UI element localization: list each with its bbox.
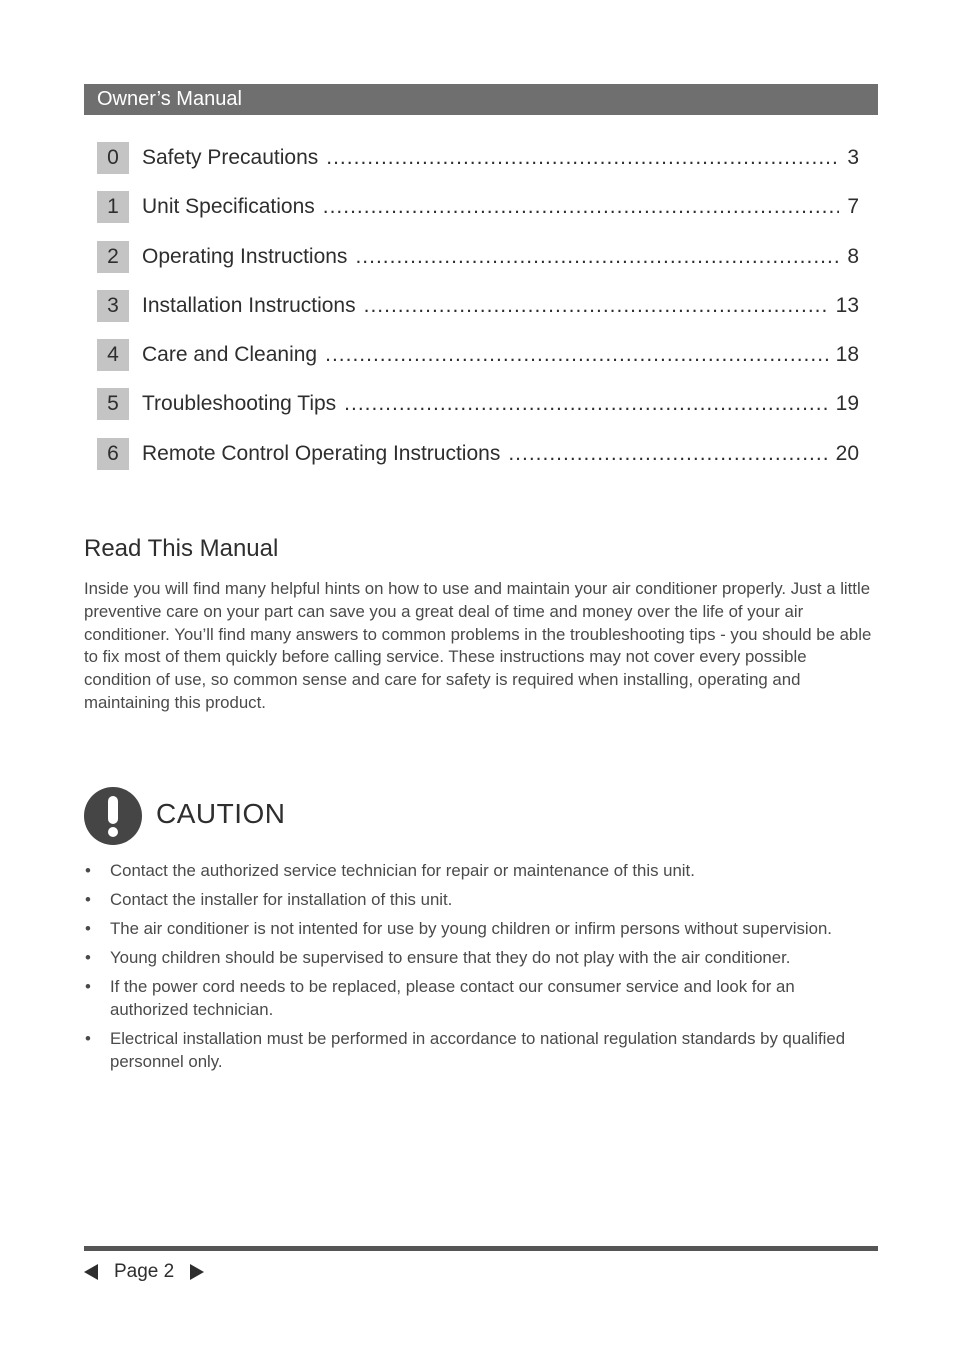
header-title: Owner’s Manual	[97, 88, 242, 110]
toc-page: 7	[847, 195, 859, 219]
caution-item: • Young children should be supervised to ensure that they do not play with the air conditioner.	[84, 946, 864, 969]
toc-page: 13	[835, 293, 859, 317]
toc-page: 3	[847, 146, 859, 169]
toc-leader	[508, 438, 827, 470]
page-navigation	[84, 1259, 204, 1285]
next-page-icon[interactable]	[190, 1264, 204, 1280]
toc-item[interactable]	[97, 388, 859, 437]
toc-page: 19	[835, 392, 859, 416]
toc-title: Troubleshooting Tips	[142, 392, 337, 416]
toc-title: Operating Instructions	[142, 244, 348, 268]
exclamation-icon	[84, 787, 142, 845]
toc-number: 6	[97, 438, 129, 470]
toc-leader	[364, 290, 828, 322]
page-number: Page 2	[114, 1261, 175, 1282]
toc-item[interactable]	[97, 191, 859, 240]
toc-item[interactable]	[97, 290, 859, 339]
read-manual-heading: Read This Manual	[84, 535, 279, 562]
toc-number: 5	[97, 388, 129, 420]
toc-leader	[323, 191, 840, 223]
toc-number: 3	[97, 290, 129, 322]
toc-item[interactable]	[97, 339, 859, 388]
toc-title: Unit Specifications	[142, 195, 315, 219]
caution-item: • Contact the installer for installation of this unit.	[84, 888, 864, 911]
table-of-contents	[97, 142, 859, 487]
toc-title: Installation Instructions	[142, 293, 356, 317]
toc-leader	[325, 339, 828, 371]
toc-number: 4	[97, 339, 129, 371]
caution-item: • Electrical installation must be performed in accordance to national regulation standards by qualified personnel only.	[84, 1027, 864, 1073]
toc-page: 20	[835, 441, 859, 465]
toc-page: 8	[847, 244, 859, 268]
toc-title: Safety Precautions	[142, 146, 319, 169]
previous-page-icon[interactable]	[84, 1264, 98, 1280]
toc-item[interactable]	[97, 438, 859, 487]
toc-title: Remote Control Operating Instructions	[142, 441, 501, 465]
caution-item: • The air conditioner is not intented for use by young children or infirm persons without supervision.	[84, 917, 864, 940]
read-manual-body: Inside you will find many helpful hints on how to use and maintain your air conditioner properly. Just a little preventive care on your part can save you a great deal of time and money over the life of your air conditioner. You’ll find many answers to common problems in the troubleshooting tips - you should be able to fix most of them quickly before calling service. These instructions may not cover every possible condition of use, so common sense and care for safety is required when installing, operating and maintaining this product.	[84, 579, 872, 712]
toc-item[interactable]	[97, 142, 859, 191]
footer-divider	[84, 1246, 878, 1251]
caution-item: • If the power cord needs to be replaced, please contact our consumer service and look for an authorized technician.	[84, 975, 864, 1021]
header-bar	[84, 84, 878, 115]
toc-leader	[326, 142, 839, 174]
caution-list	[84, 859, 864, 1079]
toc-number: 2	[97, 241, 129, 273]
caution-heading: CAUTION	[156, 798, 286, 829]
caution-item: • Contact the authorized service technician for repair or maintenance of this unit.	[84, 859, 864, 882]
toc-number: 1	[97, 191, 129, 223]
toc-leader	[344, 388, 827, 420]
toc-item[interactable]	[97, 241, 859, 290]
toc-leader	[355, 241, 839, 273]
toc-page: 18	[835, 343, 859, 367]
toc-number: 0	[97, 142, 129, 174]
toc-title: Care and Cleaning	[142, 343, 318, 367]
